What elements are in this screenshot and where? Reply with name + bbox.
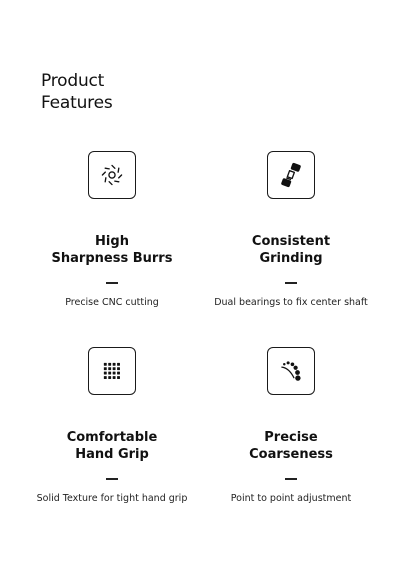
grip-dot <box>117 376 120 379</box>
divider-dash <box>285 282 297 284</box>
grip-dot <box>113 367 116 370</box>
feature-title <box>12 233 212 267</box>
feature-title <box>191 233 391 267</box>
burr-blade-icon <box>88 151 136 199</box>
grip-dot <box>108 363 111 366</box>
feature-title-line-1: Comfortable <box>66 430 158 445</box>
grip-dots-icon <box>88 347 136 395</box>
feature-title-line-2: Coarseness <box>249 447 333 462</box>
feature-title-line-2: Hand Grip <box>75 447 149 462</box>
bearing-shaft-icon <box>267 151 315 199</box>
grip-dot <box>117 363 120 366</box>
grip-dot <box>113 372 116 375</box>
feature-title <box>191 429 391 463</box>
feature-title-line-1: High <box>95 234 129 249</box>
feature-title-line-1: Precise <box>264 430 318 445</box>
grip-dot <box>117 372 120 375</box>
grip-dot <box>108 367 111 370</box>
divider-dash <box>285 478 297 480</box>
divider-dash <box>106 478 118 480</box>
grip-dot <box>108 376 111 379</box>
feature-title-line-2: Sharpness Burrs <box>51 251 173 266</box>
grip-dot <box>108 372 111 375</box>
page-title <box>41 70 113 114</box>
grip-dot <box>104 367 107 370</box>
feature-title-line-2: Grinding <box>259 251 323 266</box>
grip-dot <box>104 376 107 379</box>
grip-dot <box>113 363 116 366</box>
feature-description: Precise CNC cutting <box>65 297 159 308</box>
divider-dash <box>106 282 118 284</box>
feature-description: Dual bearings to fix center shaft <box>214 297 368 308</box>
feature-description: Solid Texture for tight hand grip <box>36 493 188 504</box>
feature-title <box>12 429 212 463</box>
page-title-line-2: Features <box>41 93 113 113</box>
grip-dot <box>113 376 116 379</box>
grip-dot <box>104 363 107 366</box>
coarseness-dots-icon <box>267 347 315 395</box>
grip-dot <box>117 367 120 370</box>
page-title-line-1: Product <box>41 71 105 91</box>
grip-dot <box>104 372 107 375</box>
feature-title-line-1: Consistent <box>251 234 331 249</box>
feature-description: Point to point adjustment <box>230 493 352 504</box>
